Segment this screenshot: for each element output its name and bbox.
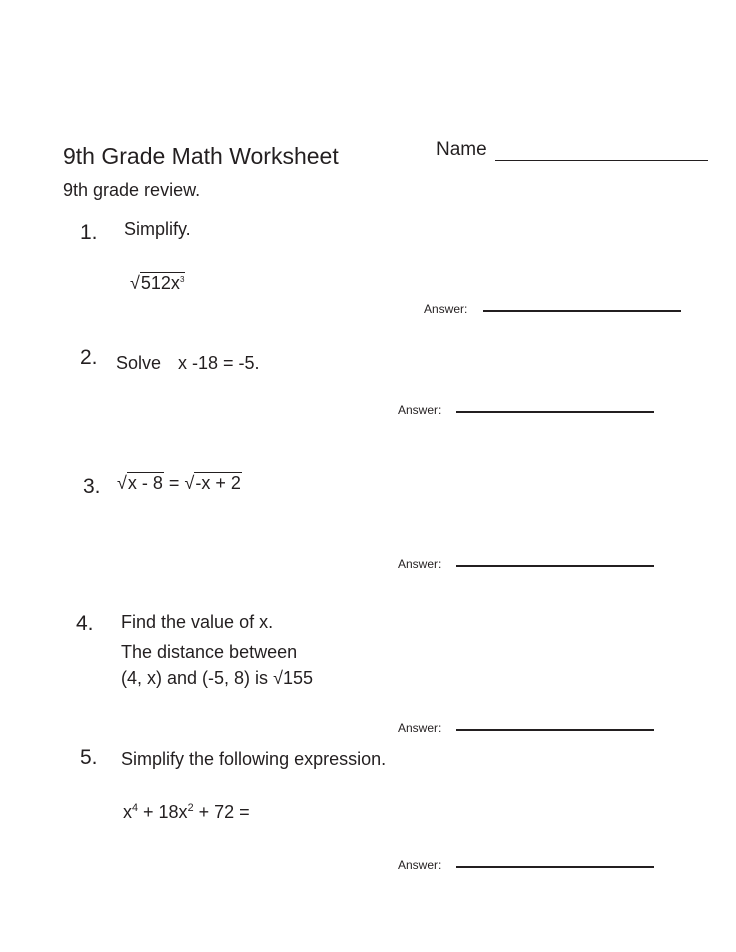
question-4-radical: √155 <box>273 668 313 688</box>
question-2-prompt: Solve <box>116 353 162 373</box>
question-3-answer-label: Answer: <box>398 557 442 571</box>
question-3-equals: = <box>168 473 180 493</box>
name-blank-line[interactable] <box>495 160 708 161</box>
question-5-expression <box>123 802 250 823</box>
worksheet-title: 9th Grade Math Worksheet <box>63 143 339 169</box>
question-2-answer-line[interactable] <box>456 411 654 413</box>
question-1-exponent: 3 <box>179 275 185 284</box>
question-5-term-3: + 72 = <box>193 802 250 822</box>
question-5-exponent-1: 4 <box>132 802 139 814</box>
worksheet-subtitle: 9th grade review. <box>63 180 201 200</box>
question-4-number: 4. <box>76 612 94 635</box>
question-3-number: 3. <box>83 475 101 498</box>
question-1-answer-label: Answer: <box>424 302 468 316</box>
question-5-term-2: + 18x <box>138 802 188 822</box>
question-5-answer-label: Answer: <box>398 858 442 872</box>
question-4-line-3-prefix: (4, x) and (-5, 8) is <box>121 668 269 688</box>
question-4-line-2: The distance between <box>121 642 298 662</box>
question-4-line-1: Find the value of x. <box>121 612 274 632</box>
question-1-prompt: Simplify. <box>124 219 191 239</box>
question-3-right-radical: √-x + 2 <box>184 473 241 493</box>
question-4-answer-label: Answer: <box>398 721 442 735</box>
question-5-answer-line[interactable] <box>456 866 654 868</box>
question-3-left-radical: √x - 8 <box>117 473 163 493</box>
question-1-answer-line[interactable] <box>483 310 681 312</box>
question-3-answer-line[interactable] <box>456 565 654 567</box>
question-3-left-radicand: x - 8 <box>127 473 163 493</box>
question-5-exponent-2: 2 <box>187 802 194 814</box>
question-4-radicand: 155 <box>282 668 313 688</box>
question-1-radical: $√512x^3$ <box>130 273 185 293</box>
question-1-number: 1. <box>80 221 98 244</box>
question-1-radicand: 512x <box>140 273 180 293</box>
name-label: Name <box>436 139 487 160</box>
question-5-prompt: Simplify the following expression. <box>121 749 387 769</box>
question-5-number: 5. <box>80 746 98 769</box>
question-2-number: 2. <box>80 346 98 369</box>
question-4-line-3 <box>121 668 313 689</box>
question-1-expression <box>130 273 185 294</box>
question-4-answer-line[interactable] <box>456 729 654 731</box>
question-3-equation <box>117 473 242 494</box>
question-5-term-1: x <box>123 802 132 822</box>
question-3-right-radicand: -x + 2 <box>195 473 241 493</box>
question-2-answer-label: Answer: <box>398 403 442 417</box>
question-2-equation: x -18 = -5. <box>178 353 260 373</box>
